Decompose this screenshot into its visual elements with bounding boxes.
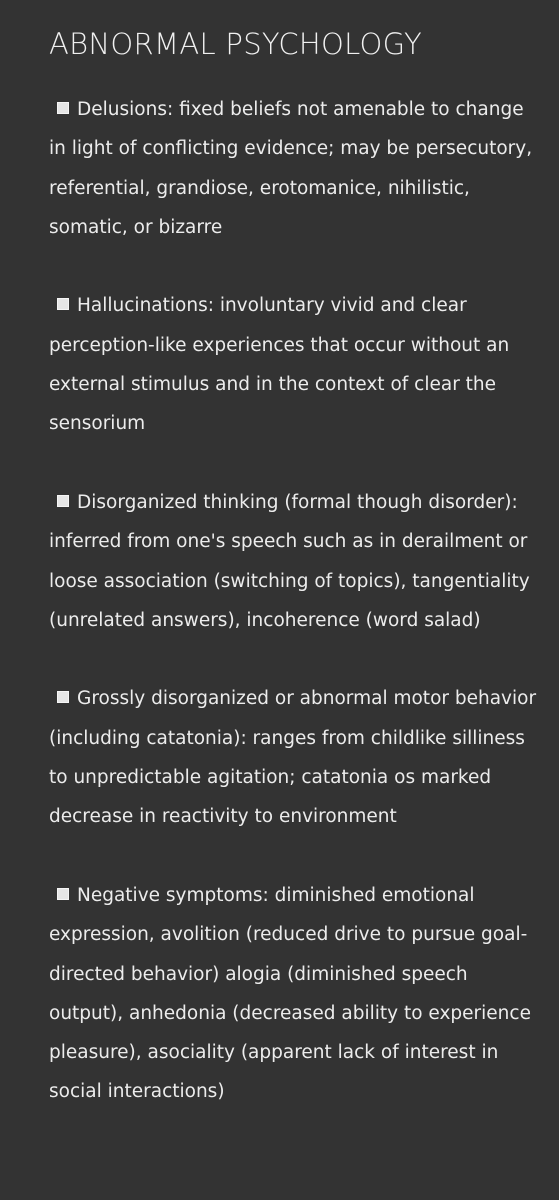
list-item-motor-behavior <box>49 679 543 836</box>
white-square-icon <box>57 102 69 114</box>
list-item-text: Delusions: fixed beliefs not amenable to change in light of conflicting evidence; may be persecutory, referential, grandiose, erotomanice, nihilistic, somatic, or bizarre <box>49 99 533 238</box>
list-item-text: Hallucinations: involuntary vivid and clear perception-like experiences that occur without an external stimulus and in the context of clear the sensorium <box>49 295 510 435</box>
symptom-list <box>49 90 543 1112</box>
white-square-icon <box>57 495 69 507</box>
list-item-delusions <box>49 90 543 247</box>
white-square-icon <box>57 298 69 310</box>
list-item-text: Disorganized thinking (formal though disorder): inferred from one's speech such as in derailment or loose association (switching of topics), tangentiality (unrelated answers), incoherence (word salad) <box>49 491 530 631</box>
white-square-icon <box>57 691 69 703</box>
page-title: ABNORMAL PSYCHOLOGY <box>49 27 423 61</box>
list-item-disorganized-thinking <box>49 483 543 640</box>
list-item-negative-symptoms <box>49 876 543 1112</box>
white-square-icon <box>57 888 69 900</box>
list-item-text: Grossly disorganized or abnormal motor behavior (including catatonia): ranges from childlike silliness to unpredictable agitation; catatonia os marked decrease in reactivity to environment <box>49 688 537 828</box>
list-item-hallucinations <box>49 286 543 443</box>
list-item-text: Negative symptoms: diminished emotional expression, avolition (reduced drive to pursue goal-directed behavior) alogia (diminished speech output), anhedonia (decreased ability to experience pleasure), asociality (apparent lack of interest in social interactions) <box>49 884 531 1103</box>
